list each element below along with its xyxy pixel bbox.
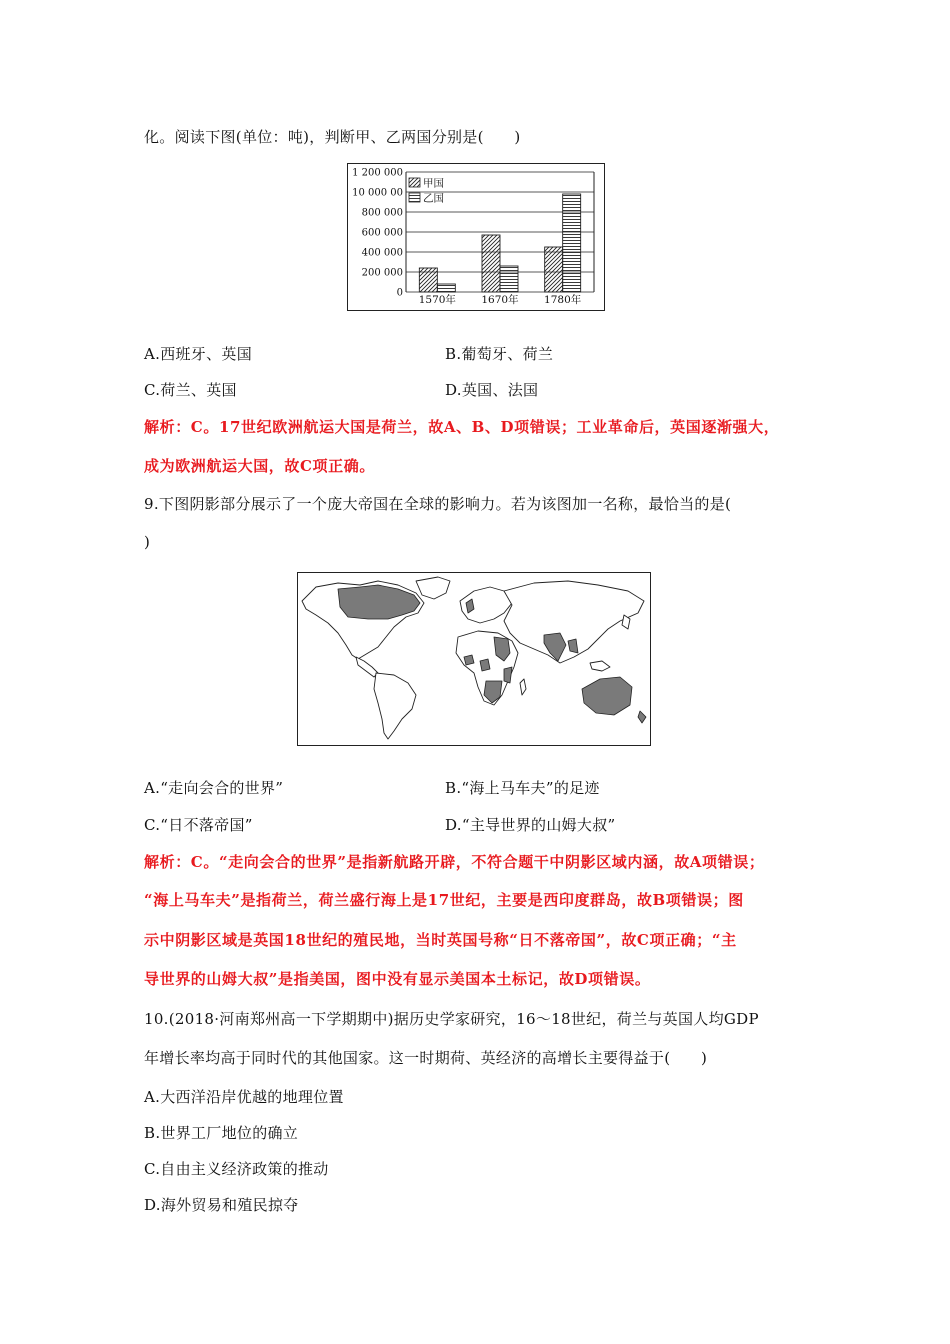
y-tick-label: 600 000 [361,227,403,239]
bar-甲国-1670年 [482,235,500,292]
q10-option-b: B.世界工厂地位的确立 [144,1124,299,1142]
shaded-west-africa [464,655,474,665]
x-tick-label: 1780年 [544,294,582,306]
legend-swatch [409,193,420,202]
map-greenland [416,577,450,599]
legend-label: 甲国 [423,177,444,190]
q10-stem-line-2: 年增长率均高于同时代的其他国家。这一时期荷、英经济的高增长主要得益于( ) [144,1049,708,1067]
q8-option-a: A.西班牙、英国 [144,345,253,363]
y-tick-label: 1 200 000 [352,167,403,179]
y-tick-label: 200 000 [361,267,403,279]
q9-option-a: A.“走向会合的世界” [144,779,284,797]
legend-swatch [409,178,420,187]
q9-option-c: C.“日不落帝国” [144,816,253,834]
world-map-icon [298,573,649,744]
q10-option-a: A.大西洋沿岸优越的地理位置 [144,1088,344,1106]
q8-analysis-line-2: 成为欧洲航运大国，故C项正确。 [144,457,375,475]
map-madagascar [520,679,526,695]
q9-analysis-line-4: 导世界的山姆大叔”是指美国，图中没有显示美国本土标记，故D项错误。 [144,970,651,988]
q8-option-c: C.荷兰、英国 [144,381,237,399]
y-tick-label: 400 000 [361,247,403,259]
map-central-america [356,657,378,677]
q8-stem: 化。阅读下图(单位：吨)，判断甲、乙两国分别是( ) [144,128,521,146]
x-tick-label: 1570年 [418,294,456,306]
shaded-nigeria [480,659,490,671]
world-map [297,572,651,746]
y-tick-label: 0 [396,287,403,299]
q9-option-b: B.“海上马车夫”的足迹 [445,779,600,797]
q9-analysis-line-3: 示中阴影区域是英国18世纪的殖民地，当时英国号称“日不落帝国”，故C项正确；“主 [144,931,737,949]
x-tick-label: 1670年 [481,294,519,306]
q10-stem-line-1: 10.(2018·河南郑州高一下学期期中)据历史学家研究，16～18世纪，荷兰与英国人均GDP [144,1010,759,1028]
shaded-australia [582,677,632,715]
bar-乙国-1780年 [563,194,581,292]
q10-option-d: D.海外贸易和殖民掠夺 [144,1196,299,1214]
bar-甲国-1780年 [545,247,563,292]
q8-analysis-line-1: 解析：C。17世纪欧洲航运大国是荷兰，故A、B、D项错误；工业革命后，英国逐渐强大， [144,418,780,436]
bar-乙国-1570年 [437,284,455,292]
shaded-east-africa [504,667,512,683]
map-south-america [374,673,416,739]
y-tick-label: 10 000 00 [352,187,403,199]
map-se-asia [590,661,610,671]
bar-乙国-1670年 [500,266,518,292]
q9-analysis-line-1: 解析：C。“走向会合的世界”是指新航路开辟，不符合题干中阴影区域内涵，故A项错误； [144,853,765,871]
q9-stem-line-2: ) [144,533,151,551]
q9-stem-line-1: 9.下图阴影部分展示了一个庞大帝国在全球的影响力。若为该图加一名称，最恰当的是( [144,495,732,513]
q9-analysis-line-2: “海上马车夫”是指荷兰，荷兰盛行海上是17世纪，主要是西印度群岛，故B项错误；图 [144,891,744,909]
legend-label: 乙国 [423,192,444,205]
q10-option-c: C.自由主义经济政策的推动 [144,1160,329,1178]
shaded-new-zealand [638,711,646,723]
bar-甲国-1570年 [419,268,437,292]
y-tick-label: 800 000 [361,207,403,219]
bar-chart [347,163,605,311]
q9-option-d: D.“主导世界的山姆大叔” [445,816,616,834]
bar-chart-svg [348,164,603,309]
q8-option-b: B.葡萄牙、荷兰 [445,345,554,363]
q8-option-d: D.英国、法国 [445,381,539,399]
